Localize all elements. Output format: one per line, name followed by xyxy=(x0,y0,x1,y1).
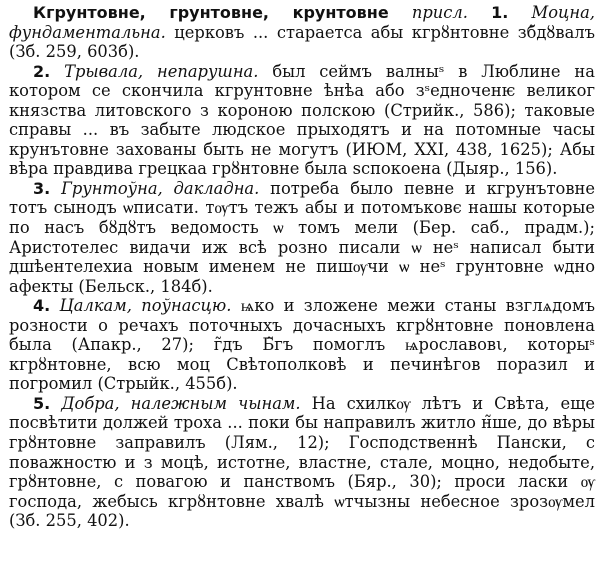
sense-4 xyxy=(9,296,595,394)
sense-gloss: Грунтоўна, дакладна. xyxy=(61,178,260,198)
sense-3 xyxy=(9,179,595,296)
sense-citations: потреба было певне и кгрунътовне тотъ сынодъ ѡписати. тѹтъ тежъ абы и потомъковє нашы которые по насъ бȣдȣтъ ведомость ѡ томъ мели (Бер. саб., прадм.); Аристотелес видачи иж всѣ розно писали ѡ неˢ написал быти дшѣентелехиа новым именем не пишѹчи ѡ неˢ грунтовне ѡдно афекты (Бельск., 184б). xyxy=(9,178,595,296)
sense-number: 5. xyxy=(33,393,51,413)
sense-gloss: Цалкам, поўнасцю. xyxy=(59,296,232,316)
sense-gloss: Моцна, фундаментальна. xyxy=(9,3,595,42)
sense-citations: ѩко и зложене межи станы взглѧдомъ розности о речахъ поточныхъ дочасныхъ кгрȣнтовне поновлена была (Апакр., 27); г̃дъ Б̃гъ помоглъ ѩрославовι, которыˢ кгрȣнтовне, всю моц Свѣтополковѣ и печинѣгов поразил и погромил (Стрыйк., 455б). xyxy=(9,296,595,394)
sense-gloss: Трывала, непарушна. xyxy=(64,61,259,81)
sense-gloss: Добра, належным чынам. xyxy=(61,393,301,413)
sense-2 xyxy=(9,62,595,179)
sense-number: 3. xyxy=(33,178,51,198)
sense-5 xyxy=(9,394,595,531)
part-of-speech: присл. xyxy=(411,3,468,22)
sense-number: 1. xyxy=(491,3,509,22)
sense-citations: был сеймъ валныˢ в Люблине на котором се скончила кгрунтовне ѣнѣа або зˢедноченѥ великог князства литовского з короною полскою (Стрийк., 586); таковые справы ... въ забыте людское прыходятъ и на потомные часы крунътовне захованы быть не могутъ (ИЮМ, XXI, 438, 1625); Абы вѣра правдива грецкаа грȣнтовне была ѕспокоена (Дыяр., 156). xyxy=(9,61,595,179)
sense-number: 4. xyxy=(33,296,51,316)
sense-number: 2. xyxy=(33,61,51,81)
sense-citations: На схилкѹ лѣтъ и Свѣта, еще посвѣтити должей троха ... поки бы направилъ житло н̃ше, до вѣры грȣнтовне заправилъ (Лям., 12); Господственнѣ Пански, с поважностю и з моцѣ, истотне, властне, стале, моцно, недобыте, грȣнтовне, с повагою и панствомъ (Бяр., 30); проси ласки ѹ господа, жебысь кгрȣнтовне хвалѣ ѡтчызны небесное зрозѹмел (Зб. 255, 402). xyxy=(9,393,595,531)
sense-citations: церковъ ... стараетса абы кгрȣнтовне зб̃дȣвалъ (Зб. 259, 603б). xyxy=(9,22,595,62)
sense-1 xyxy=(9,3,595,62)
headword: Кгрунтовне, грунтовне, крунтовне xyxy=(33,3,389,22)
